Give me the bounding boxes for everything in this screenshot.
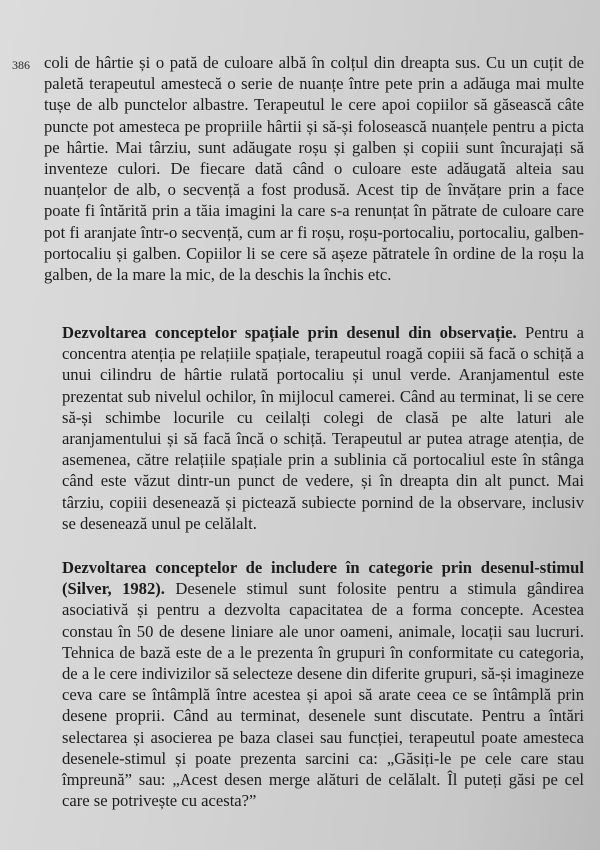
paragraph-body bbox=[44, 557, 584, 811]
paragraph-color-sequence bbox=[44, 52, 584, 285]
section-heading: Dezvoltarea conceptelor spațiale prin desenul din observație. bbox=[62, 323, 517, 342]
paragraph-body bbox=[44, 322, 584, 534]
section-heading: Dezvoltarea conceptelor de includere în categorie prin desenul-stimul (Silver, 1982). bbox=[62, 558, 584, 599]
paragraph-spatial-concepts bbox=[44, 322, 584, 534]
paragraph-text: coli de hârtie și o pată de culoare albă în colțul din dreapta sus. Cu un cuțit de paletă terapeutul amestecă o serie de nuanțe între pete prin a adăuga mai multe tușe de alb punctelor albastre. Terapeutul le cere apoi copiilor să găsească câte puncte pot amesteca pe propriile hârtii și să-și folosească nuanțele pentru a picta pe hârtie. Mai târziu, sunt adăugate roșu și galben și copiii sunt încurajați să inventeze culori. De fiecare dată când o culoare este adăugată alteia sau nuanțelor de alb, o secvență a fost produsă. Acest tip de învățare prin a face poate fi întărită prin a tăia imagini la care s-a renunțat în pătrate de culoare care pot fi aranjate într-o secvență, cum ar fi roșu, roșu-portocaliu, portocaliu, galben-portocaliu și galben. Copiilor li se cere să așeze pătratele în ordine de la roșu la galben, de la mare la mic, de la deschis la închis etc. bbox=[44, 53, 584, 285]
paragraph-category-inclusion bbox=[44, 557, 584, 811]
paragraph-text: Desenele stimul sunt folosite pentru a stimula gândirea asociativă și pentru a dezvolta capacitatea de a forma concepte. Acestea constau în 50 de desene liniare ale unor oameni, animale, locații sau lucruri. Tehnica de bază este de a le prezenta în grupuri în conformitate cu categoria, de a le cere indivizilor să selecteze desene din diferite grupuri, să-și imagineze ceva care se întâmplă între acestea și apoi să arate ceea ce se întâmplă prin desene proprii. Când au terminat, desenele sunt discutate. Pentru a întări selectarea și asocierea pe baza clasei sau funcției, terapeutul poate amesteca desenele-stimul și poate prezenta sarcini ca: „Găsiți-le pe cele care stau împreună” sau: „Acest desen merge alături de celălalt. Îl puteți găsi pe cel care se potrivește cu acesta?” bbox=[62, 579, 584, 811]
page-number: 386 bbox=[12, 58, 30, 72]
paragraph-text: Pentru a concentra atenția pe relațiile spațiale, terapeutul roagă copiii să facă o schiță a unui cilindru de hârtie rulată portocaliu și unul verde. Aranjamentul este prezentat sub nivelul ochilor, în mijlocul camerei. Când au terminat, li se cere să-și schimbe locurile cu ceilalți colegi de clasă pe alte laturi ale aranjamentului și să facă încă o schiță. Terapeutul ar putea atrage atenția, de asemenea, către relațiile spațiale prin a sublinia că portocaliul este în stânga când este văzut dintr-un punct de vedere, și în dreapta din alt punct. Mai târziu, copiii desenează și pictează subiecte pornind de la observare, inclusiv se desenează unul pe celălalt. bbox=[62, 323, 585, 533]
